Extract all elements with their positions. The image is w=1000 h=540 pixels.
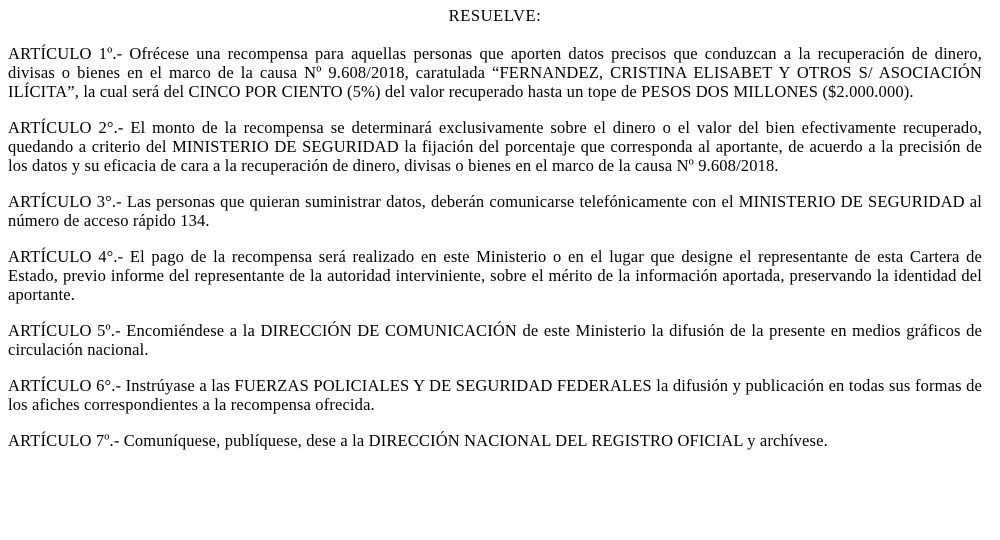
article-3: ARTÍCULO 3°.- Las personas que quieran suministrar datos, deberán comunicarse telefónicamente con el MINISTERIO DE SEGURIDAD al número de acceso rápido 134. [8,192,982,230]
resolution-heading: RESUELVE: [448,6,542,25]
article-4: ARTÍCULO 4°.- El pago de la recompensa será realizado en este Ministerio o en el lugar que designe el representante de esta Cartera de Estado, previo informe del representante de la autoridad interviniente, sobre el mérito de la información aportada, preservando la identidad del aportante. [8,247,982,304]
article-5: ARTÍCULO 5º.- Encomiéndese a la DIRECCIÓN DE COMUNICACIÓN de este Ministerio la difusión de la presente en medios gráficos de circulación nacional. [8,321,982,359]
article-2: ARTÍCULO 2°.- El monto de la recompensa se determinará exclusivamente sobre el dinero o el valor del bien efectivamente recuperado, quedando a criterio del MINISTERIO DE SEGURIDAD la fijación del porcentaje que corresponda al aportante, de acuerdo a la precisión de los datos y su eficacia de cara a la recuperación de dinero, divisas o bienes en el marco de la causa Nº 9.608/2018. [8,118,982,175]
article-6: ARTÍCULO 6°.- Instrúyase a las FUERZAS POLICIALES Y DE SEGURIDAD FEDERALES la difusión y publicación en todas sus formas de los afiches correspondientes a la recompensa ofrecida. [8,376,982,414]
article-1: ARTÍCULO 1º.- Ofrécese una recompensa para aquellas personas que aporten datos precisos que conduzcan a la recuperación de dinero, divisas o bienes en el marco de la causa Nº 9.608/2018, caratulada “FERNANDEZ, CRISTINA ELISABET Y OTROS S/ ASOCIACIÓN ILÍCITA”, la cual será del CINCO POR CIENTO (5%) del valor recuperado hasta un tope de PESOS DOS MILLONES ($2.000.000). [8,44,982,101]
article-7: ARTÍCULO 7º.- Comuníquese, publíquese, dese a la DIRECCIÓN NACIONAL DEL REGISTRO OFICIAL y archívese. [8,431,828,450]
